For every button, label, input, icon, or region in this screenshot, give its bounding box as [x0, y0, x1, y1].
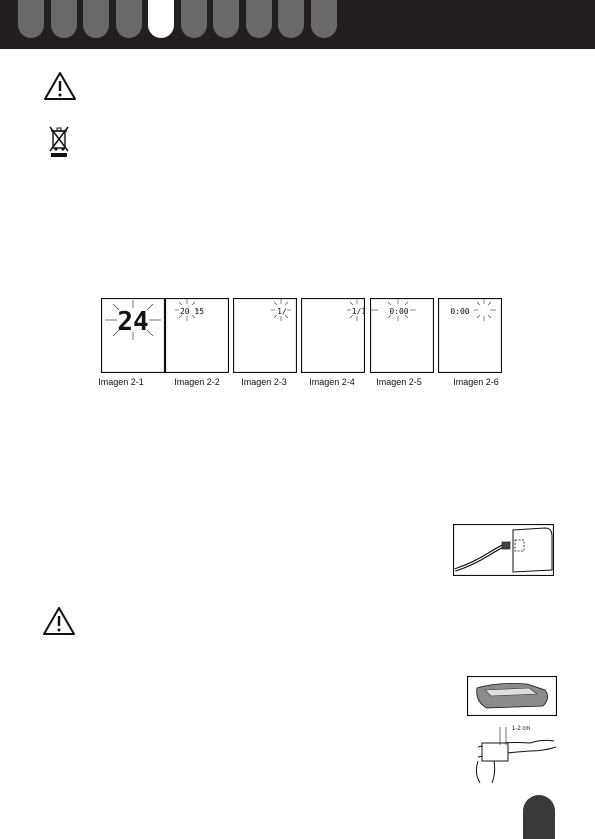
- chapter-header-bar: [0, 0, 595, 49]
- chapter-tab-10[interactable]: [311, 0, 337, 38]
- page-number-badge: [523, 795, 555, 839]
- figure-caption: Imagen 2-5: [376, 377, 422, 387]
- lcd-display-figure: [165, 298, 229, 373]
- warning-triangle-icon: [43, 71, 77, 101]
- cuff-illustration: [467, 676, 557, 716]
- chapter-tab-4[interactable]: [116, 0, 142, 38]
- figure-caption: Imagen 2-1: [98, 377, 144, 387]
- lcd-display-figure: [301, 298, 365, 373]
- lcd-reading: 1/1: [351, 307, 365, 316]
- chapter-tab-3[interactable]: [83, 0, 109, 38]
- lcd-reading: 0:00: [450, 307, 470, 316]
- chapter-tab-1[interactable]: [18, 0, 44, 38]
- warning-triangle-icon: [42, 606, 76, 636]
- arm-cuff-placement-illustration: [470, 721, 560, 785]
- chapter-tab-5-active[interactable]: [148, 0, 174, 38]
- lcd-display-figure: [438, 298, 502, 373]
- distance-label: 1-2 cm: [512, 726, 531, 732]
- cuff-hose-connection-illustration: [453, 524, 554, 576]
- lcd-display-figure: [101, 298, 165, 373]
- chapter-tab-2[interactable]: [51, 0, 77, 38]
- figure-caption: Imagen 2-6: [453, 377, 499, 387]
- chapter-tab-9[interactable]: [278, 0, 304, 38]
- crossed-out-wheelie-bin-icon: [48, 125, 70, 159]
- chapter-tab-8[interactable]: [246, 0, 272, 38]
- lcd-reading: 0:00: [389, 307, 409, 316]
- chapter-tab-7[interactable]: [213, 0, 239, 38]
- lcd-display-figure: [370, 298, 434, 373]
- lcd-reading: 24: [117, 307, 149, 337]
- lcd-reading: 1/: [277, 307, 287, 316]
- lcd-display-figure: [233, 298, 297, 373]
- figure-caption: Imagen 2-2: [174, 377, 220, 387]
- lcd-reading: 20 15: [179, 307, 205, 316]
- figure-caption: Imagen 2-3: [241, 377, 287, 387]
- figure-caption: Imagen 2-4: [309, 377, 355, 387]
- chapter-tab-6[interactable]: [181, 0, 207, 38]
